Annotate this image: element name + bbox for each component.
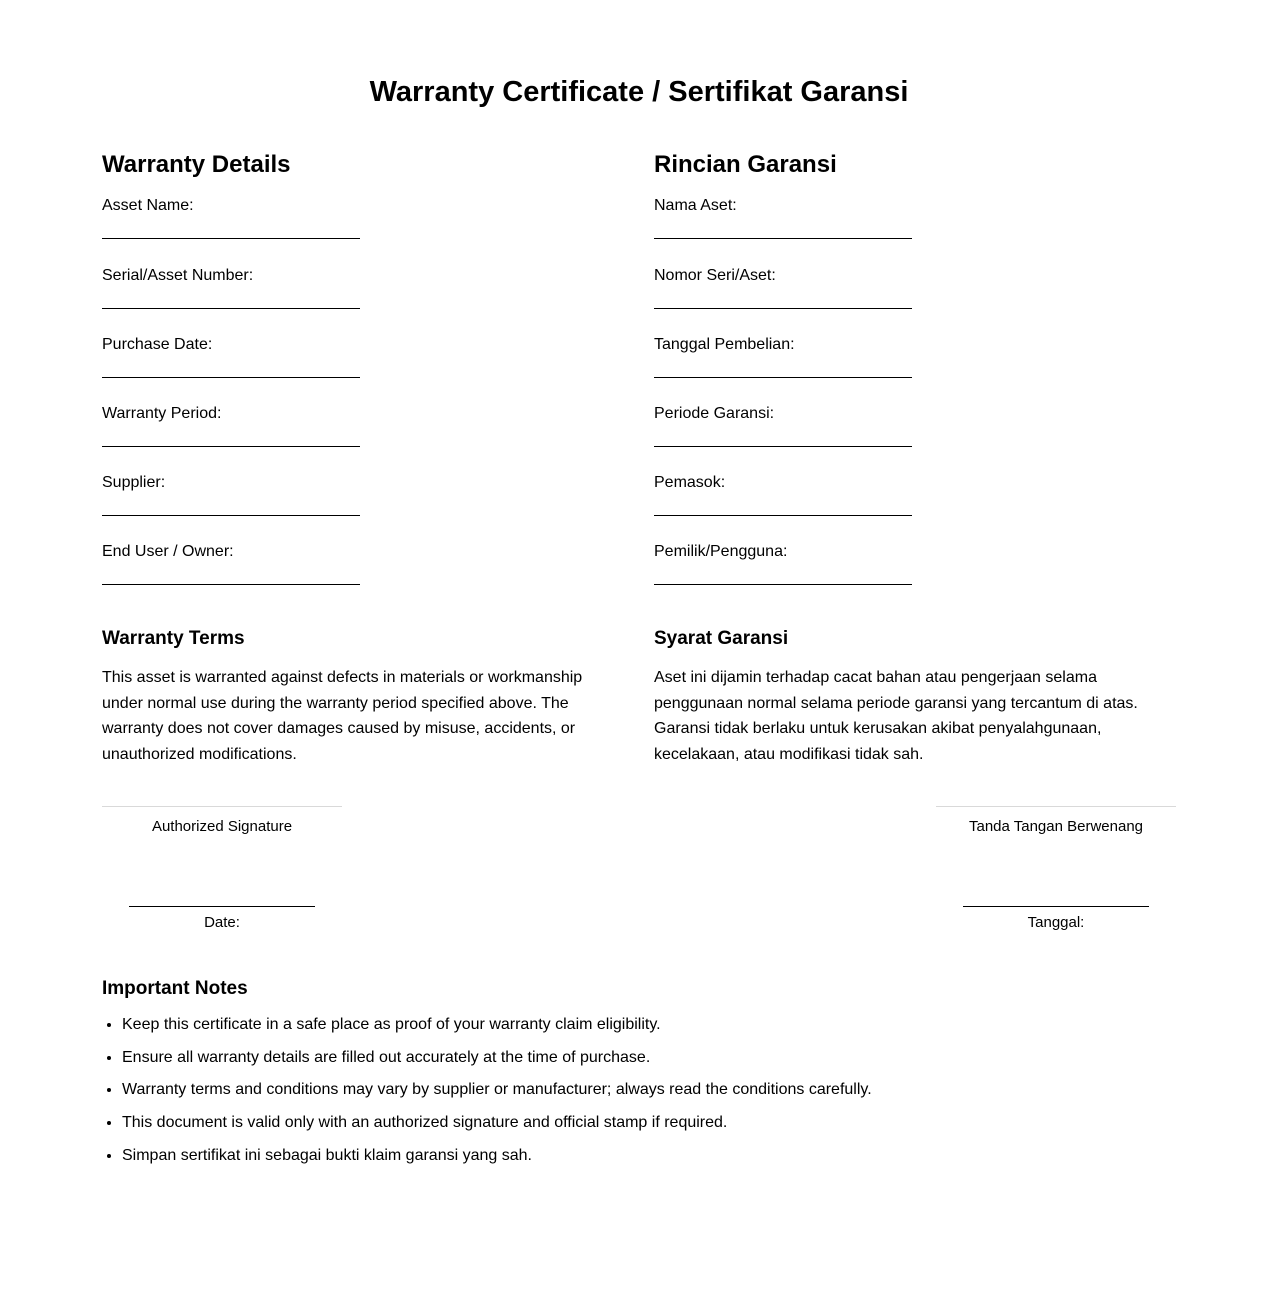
signature-label: Authorized Signature <box>151 818 293 835</box>
field-tanggal-pembelian <box>654 335 914 355</box>
serial-number-fill-line[interactable] <box>102 308 360 309</box>
field-label: Nama Aset: <box>654 197 737 214</box>
pemilik-pengguna-fill-line[interactable] <box>654 584 912 585</box>
date-fill-line[interactable] <box>129 906 315 907</box>
field-end-user <box>102 542 362 562</box>
signature-line[interactable] <box>936 806 1176 807</box>
warranty-details-heading: Warranty Details <box>102 151 291 178</box>
authorized-signature-block <box>102 806 342 931</box>
end-user-fill-line[interactable] <box>102 584 360 585</box>
nama-aset-fill-line[interactable] <box>654 238 912 239</box>
pemasok-fill-line[interactable] <box>654 515 912 516</box>
signature-label: Tanda Tangan Berwenang <box>968 818 1144 835</box>
field-label: Tanggal Pembelian: <box>654 336 795 353</box>
important-notes-heading: Important Notes <box>102 978 248 999</box>
field-warranty-period <box>102 404 362 424</box>
warranty-details-column <box>102 150 602 763</box>
list-item: • Keep this certificate in a safe place as proof of your warranty claim eligibility. <box>122 1015 1102 1035</box>
syarat-garansi-text: Aset ini dijamin terhadap cacat bahan atau pengerjaan selama penggunaan normal selama periode garansi yang tercantum di atas. Garansi tidak berlaku untuk kerusakan akibat penyalahgunaan, kecelakaan, atau modifikasi tidak sah. <box>654 669 1138 763</box>
important-notes-section <box>102 977 1102 1178</box>
field-label: Serial/Asset Number: <box>102 267 254 284</box>
field-pemilik-pengguna <box>654 542 914 562</box>
list-item: • Ensure all warranty details are filled out accurately at the time of purchase. <box>122 1048 1102 1068</box>
field-label: Supplier: <box>102 474 166 491</box>
periode-garansi-fill-line[interactable] <box>654 446 912 447</box>
field-pemasok <box>654 473 914 493</box>
supplier-fill-line[interactable] <box>102 515 360 516</box>
field-nomor-seri <box>654 266 914 286</box>
warranty-period-fill-line[interactable] <box>102 446 360 447</box>
tanggal-pembelian-fill-line[interactable] <box>654 377 912 378</box>
list-item: • Warranty terms and conditions may vary by supplier or manufacturer; always read the conditions carefully. <box>122 1080 1102 1100</box>
warranty-terms-text: This asset is warranted against defects in materials or workmanship under normal use during the warranty period specified above. The warranty does not cover damages caused by misuse, accidents, or unauthorized modifications. <box>102 669 583 763</box>
date-label: Date: <box>204 914 240 931</box>
tanggal-fill-line[interactable] <box>963 906 1149 907</box>
field-label: Pemilik/Pengguna: <box>654 543 788 560</box>
field-label: End User / Owner: <box>102 543 234 560</box>
field-label: Warranty Period: <box>102 405 222 422</box>
field-periode-garansi <box>654 404 914 424</box>
purchase-date-fill-line[interactable] <box>102 377 360 378</box>
asset-name-fill-line[interactable] <box>102 238 360 239</box>
page-title: Warranty Certificate / Sertifikat Garansi <box>369 76 909 108</box>
warranty-terms-heading: Warranty Terms <box>102 628 245 649</box>
syarat-garansi-heading: Syarat Garansi <box>654 628 789 649</box>
tanda-tangan-block <box>936 806 1176 931</box>
field-label: Periode Garansi: <box>654 405 775 422</box>
nomor-seri-fill-line[interactable] <box>654 308 912 309</box>
tanggal-label: Tanggal: <box>1027 914 1085 931</box>
rincian-garansi-heading: Rincian Garansi <box>654 151 837 178</box>
list-item: • Simpan sertifikat ini sebagai bukti klaim garansi yang sah. <box>122 1146 1102 1166</box>
field-supplier <box>102 473 362 493</box>
field-nama-aset <box>654 196 914 216</box>
rincian-garansi-column <box>654 150 1154 763</box>
field-label: Pemasok: <box>654 474 726 491</box>
field-label: Nomor Seri/Aset: <box>654 267 776 284</box>
field-purchase-date <box>102 335 362 355</box>
list-item: • This document is valid only with an authorized signature and official stamp if required. <box>122 1113 1102 1133</box>
notes-list <box>102 1015 1102 1166</box>
field-label: Purchase Date: <box>102 336 213 353</box>
field-asset-name <box>102 196 362 216</box>
field-serial-number <box>102 266 362 286</box>
field-label: Asset Name: <box>102 197 194 214</box>
signature-line[interactable] <box>102 806 342 807</box>
